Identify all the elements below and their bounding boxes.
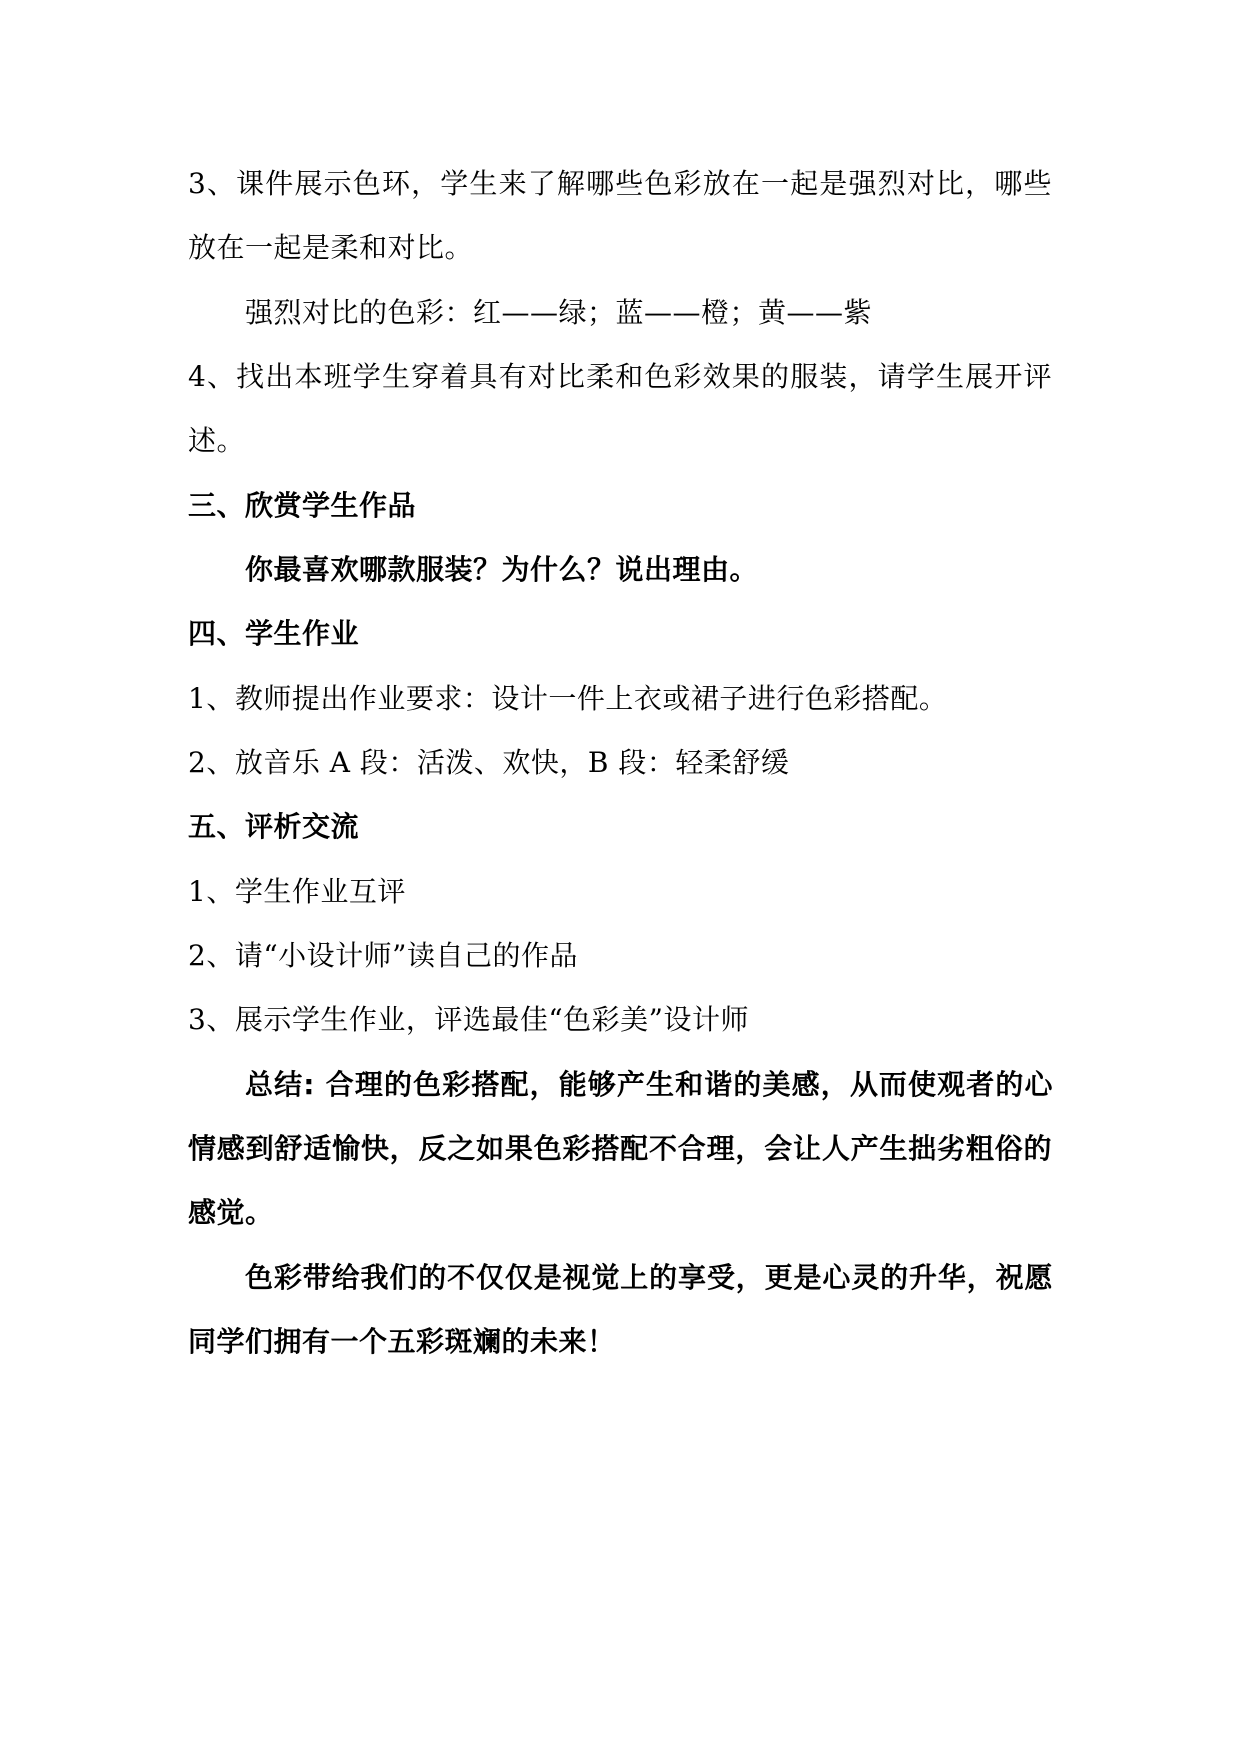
paragraph-line: 强烈对比的色彩：红——绿；蓝——橙；黄——紫 bbox=[245, 296, 873, 329]
closing-line: 色彩带给我们的不仅仅是视觉上的享受，更是心灵的升华，祝愿 bbox=[245, 1261, 1053, 1294]
question-line: 你最喜欢哪款服装？为什么？说出理由。 bbox=[245, 553, 759, 586]
paragraph-line: 2、放音乐 A 段：活泼、欢快，B 段：轻柔舒缓 bbox=[188, 746, 790, 779]
section-heading: 三、欣赏学生作品 bbox=[188, 489, 417, 522]
section-heading: 五、评析交流 bbox=[188, 810, 360, 843]
paragraph-line: 述。 bbox=[188, 424, 246, 457]
paragraph-line: 2、请“小设计师”读自己的作品 bbox=[188, 939, 578, 972]
summary-line: 总结: 合理的色彩搭配，能够产生和谐的美感，从而使观者的心 bbox=[245, 1068, 1053, 1101]
paragraph-line: 3、展示学生作业，评选最佳“色彩美”设计师 bbox=[188, 1003, 749, 1036]
summary-line: 情感到舒适愉快，反之如果色彩搭配不合理，会让人产生拙劣粗俗的 bbox=[188, 1132, 1052, 1165]
section-heading: 四、学生作业 bbox=[188, 617, 360, 650]
closing-line: 同学们拥有一个五彩斑斓的未来！ bbox=[188, 1325, 616, 1358]
paragraph-line: 1、学生作业互评 bbox=[188, 875, 406, 908]
summary-line: 感觉。 bbox=[188, 1196, 274, 1229]
paragraph-line: 3、课件展示色环，学生来了解哪些色彩放在一起是强烈对比，哪些 bbox=[188, 167, 1052, 200]
paragraph-line: 4、找出本班学生穿着具有对比柔和色彩效果的服装，请学生展开评 bbox=[188, 360, 1052, 393]
paragraph-line: 1、教师提出作业要求：设计一件上衣或裙子进行色彩搭配。 bbox=[188, 682, 948, 715]
paragraph-line: 放在一起是柔和对比。 bbox=[188, 231, 474, 264]
